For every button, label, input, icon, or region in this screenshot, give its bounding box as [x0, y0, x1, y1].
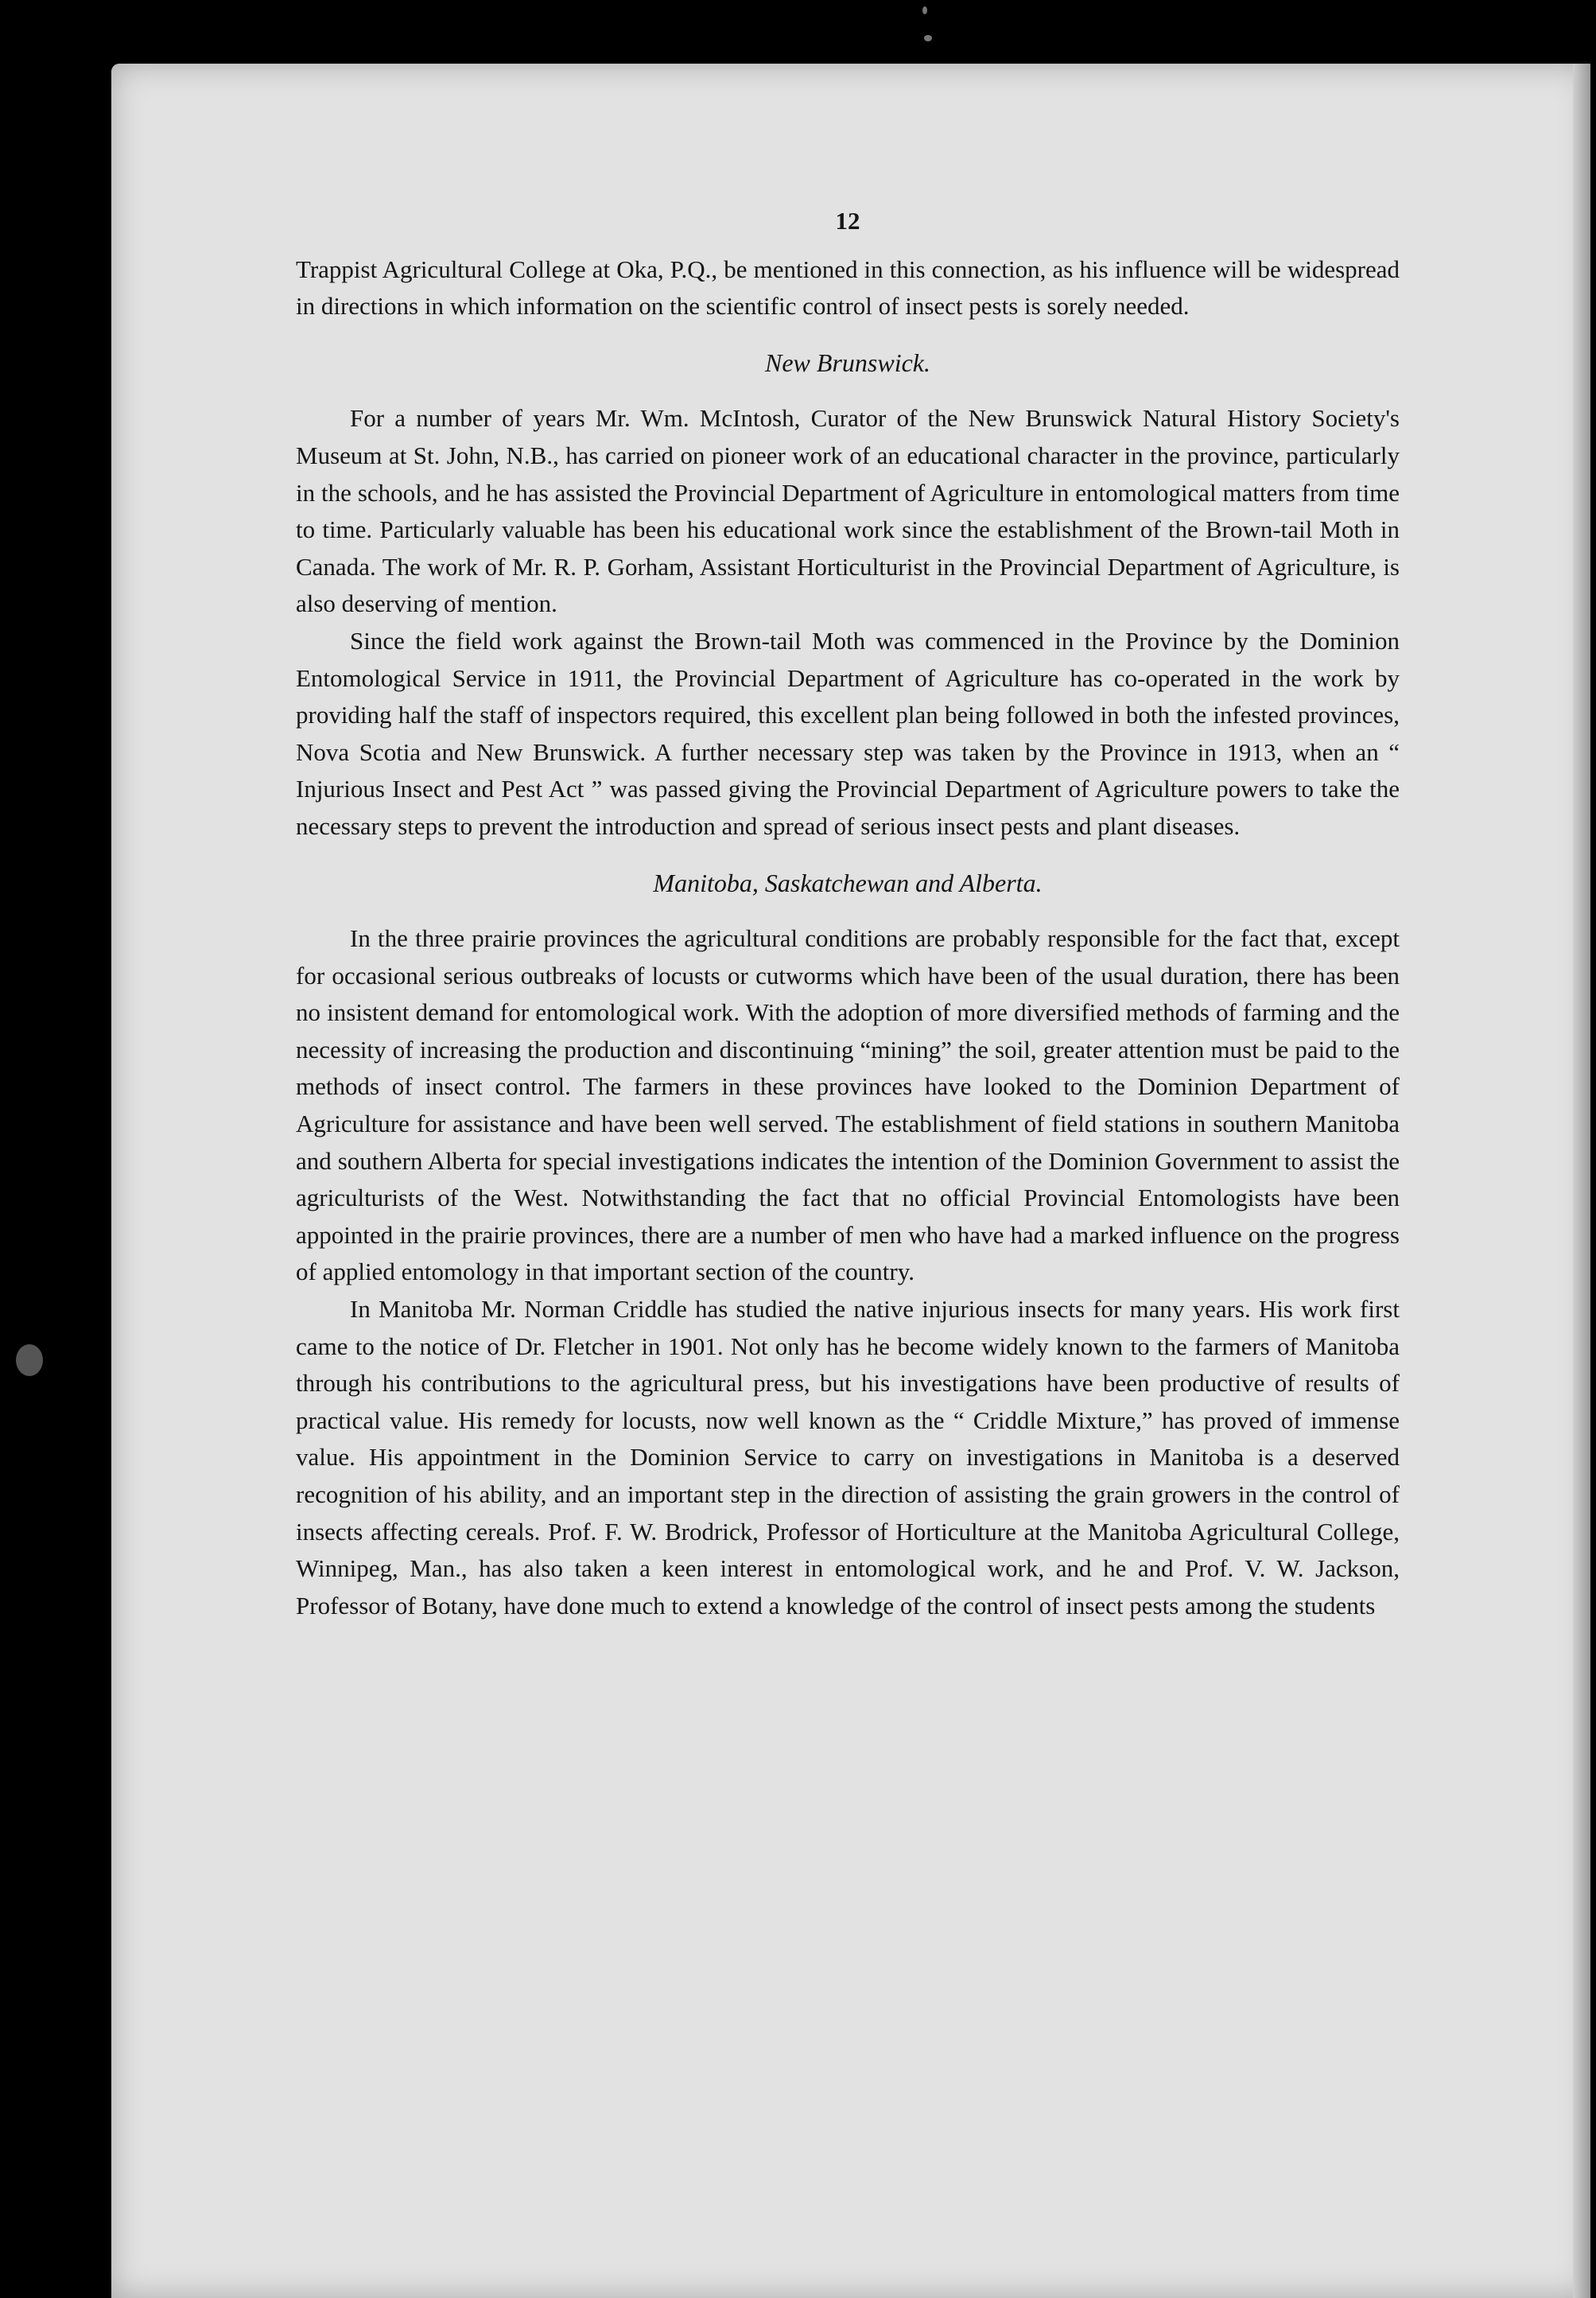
page-edge-shadow	[1573, 64, 1590, 2298]
paragraph-prairie-conditions: In the three prairie provinces the agricultural conditions are probably responsible for the fact that, except for occasional serious outbreaks of locusts or cutworms which have been of the usual duration, there has been no insistent demand for entomological work. With the adoption of more diversified methods of farming and the necessity of increasing the production and discontinuing “mining” the soil, greater attention must be paid to the methods of insect control. The farmers in these provinces have looked to the Dominion Department of Agriculture for assistance and have been well served. The establishment of field stations in southern Manitoba and southern Alberta for special investigations indicates the intention of the Dominion Government to assist the agriculturists of the West. Notwithstanding the fact that no official Provincial Entomologists have been appointed in the prairie provinces, there are a number of men who have had a marked influence on the progress of applied entomology in that important section of the country.	[296, 924, 1400, 1286]
scan-speck	[924, 35, 932, 41]
page-text	[296, 203, 1400, 1624]
scan-speck	[16, 1344, 43, 1376]
paragraph-mcintosh: For a number of years Mr. Wm. McIntosh, Curator of the New Brunswick Natural History Society's Museum at St. John, N.B., has carried on pioneer work of an educational character in the province, particularly in the schools, and he has assisted the Provincial Department of Agriculture in entomological matters from time to time. Particularly valuable has been his educational work since the establishment of the Brown-tail Moth in Canada. The work of Mr. R. P. Gorham, Assistant Horticulturist in the Provincial Department of Agriculture, is also deserving of mention.	[296, 404, 1400, 618]
paragraph-criddle: In Manitoba Mr. Norman Criddle has studied the native injurious insects for many years. His work first came to the notice of Dr. Fletcher in 1901. Not only has he become widely known to the farmers of Manitoba through his contributions to the agricultural press, but his investigations have been productive of results of practical value. His remedy for locusts, now well known as the “ Criddle Mixture,” has proved of immense value. His appointment in the Dominion Service to carry on investigations in Manitoba is a deserved recognition of his ability, and an important step in the direction of assisting the grain growers in the control of insects affecting cereals. Prof. F. W. Brodrick, Professor of Horticulture at the Manitoba Agricultural College, Winnipeg, Man., has also taken a keen interest in entomological work, and he and Prof. V. W. Jackson, Professor of Botany, have done much to extend a knowledge of the control of insect pests among the students	[296, 1295, 1400, 1619]
heading-prairie-provinces: Manitoba, Saskatchewan and Alberta.	[653, 868, 1043, 897]
heading-new-brunswick: New Brunswick.	[765, 348, 930, 377]
intro-paragraph: Trappist Agricultural College at Oka, P.Q., be mentioned in this connection, as his influence will be widespread in directions in which information on the scientific control of insect pests is sorely needed.	[296, 255, 1400, 321]
scanned-page	[111, 64, 1590, 2298]
page-number: 12	[835, 207, 860, 235]
paragraph-brown-tail-moth: Since the field work against the Brown-tail Moth was commenced in the Province by the Dominion Entomological Service in 1911, the Provincial Department of Agriculture has co-operated in the work by providing half the staff of inspectors required, this excellent plan being followed in both the infested provinces, Nova Scotia and New Brunswick. A further necessary step was taken by the Province in 1913, when an “ Injurious Insect and Pest Act ” was passed giving the Provincial Department of Agriculture powers to take the necessary steps to prevent the introduction and spread of serious insect pests and plant diseases.	[296, 626, 1400, 840]
scan-speck	[922, 6, 927, 14]
